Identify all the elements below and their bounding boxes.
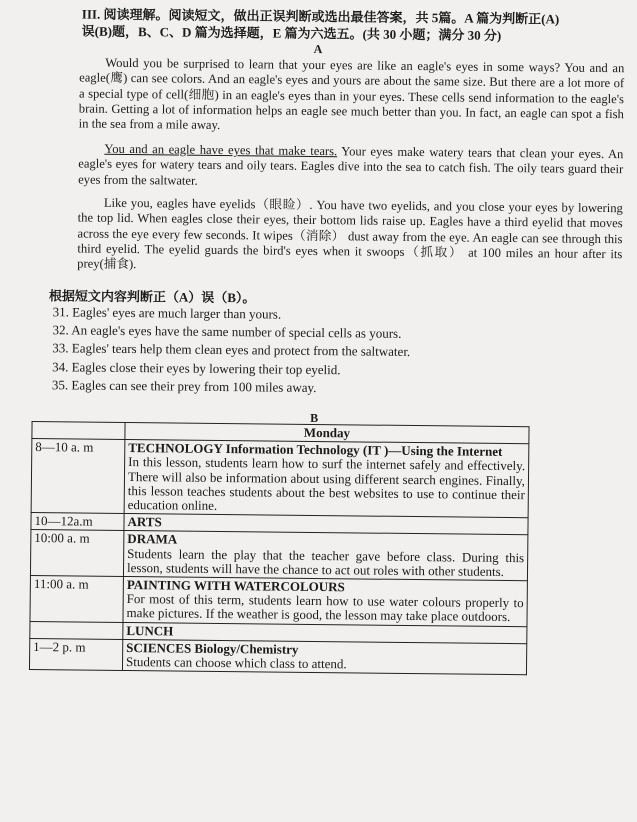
section-a-label: A — [313, 41, 323, 57]
question-35: 35. Eagles can see their prey from 100 miles away. — [51, 377, 317, 395]
lesson-cell — [123, 531, 527, 581]
section-b-label: B — [310, 410, 319, 426]
time-cell: 1—2 p. m — [29, 638, 122, 670]
question-32: 32. An eagle's eyes have the same number of special cells as yours. — [52, 322, 402, 342]
lesson-description: In this lesson, students learn how to surf the internet safely and effectively. There will also be information about using different search engines. Finally, this lesson teaches students about the best websites to use to continue their education online. — [127, 454, 526, 513]
lesson-title: PAINTING WITH WATERCOLOURS — [126, 577, 345, 595]
heading-line-1: III. 阅读理解。阅读短文，做出正误判断或选出最佳答案，共 5篇。A 篇为判断正(A) — [81, 6, 560, 27]
lesson-description: For most of this term, students learn how to use water colours properly to make pictures. If the weather is good, the lesson may take place outdoors. — [126, 591, 524, 625]
table-row — [31, 439, 529, 518]
time-cell: 10—12a.m — [31, 513, 124, 531]
time-cell: 8—10 a. m — [31, 439, 125, 514]
paragraph-2-rest: Your eyes make watery tears that clean your eyes. An eagle's eyes for watery tears and oily tears. Eagles dive into the sea to catch fish. The oily tears guard their eyes from the saltwater. — [78, 144, 624, 188]
lesson-cell — [124, 440, 529, 518]
question-34: 34. Eagles close their eyes by lowering their top eyelid. — [52, 358, 341, 377]
header-empty-cell — [32, 422, 125, 440]
heading-line-2: 误(B)题，B、C、D 篇为选择题，E 篇为六选五。(共 30 小题；满分 30 分) — [81, 23, 502, 43]
day-header: Monday — [125, 422, 529, 443]
lesson-description: Students learn the play that the teacher gave before class. During this lesson, students will have the chance to act out roles with other students. — [126, 545, 525, 579]
lesson-description: Students can choose which class to attend. — [125, 654, 347, 672]
table-row — [30, 576, 527, 627]
question-31: 31. Eagles' eyes are much larger than yours. — [52, 304, 282, 322]
lesson-cell — [122, 639, 526, 675]
passage-a-paragraph-2 — [78, 141, 623, 193]
lesson-title: TECHNOLOGY Information Technology (IT )—Using the Internet — [128, 440, 503, 460]
passage-a-paragraph-1: Would you be surprised to learn that your eyes are like an eagle's eyes in some ways? You and an eagle(鹰) can see colors. And an eagle's eyes and yours are about the same size. But there are a lot more of a special type of cell(细胞) in an eagle's eyes than in your eyes. These cells send information to the eagle's brain. Getting a lot of information helps an eagle see much better than you. In fact, an eagle can spot a fish in the sea from a mile away. — [78, 55, 625, 133]
time-cell: 11:00 a. m — [30, 576, 123, 623]
lesson-title: LUNCH — [126, 622, 174, 639]
time-cell: 10:00 a. m — [30, 530, 123, 577]
section-heading — [82, 6, 622, 46]
passage-a-paragraph-3: Like you, eagles have eyelids（眼睑）. You have two eyelids, and you close your eyes by lowering the top lid. When eagles close their eyes, their bottom lids raise up. Eagles have a third eyelid that moves across the eye every few seconds. It wipes（消除） dust away from the eye. An eagle can see through this third eyelid. The eyelid guards the bird's eyes when it swoops（抓取） at 100 miles an hour after its prey(捕食). — [77, 195, 623, 272]
lesson-title: DRAMA — [127, 531, 178, 547]
lesson-title: SCIENCES Biology/Chemistry — [126, 639, 299, 657]
timetable — [29, 421, 530, 675]
question-33: 33. Eagles' tears help them clean eyes and protect from the saltwater. — [52, 340, 411, 360]
question-list — [52, 303, 411, 398]
time-cell — [30, 621, 123, 639]
judgement-instruction: 根据短文内容判断正（A）误（B）。 — [48, 288, 256, 306]
underlined-sentence: You and an eagle have eyes that make tears. — [104, 141, 338, 159]
table-row — [30, 530, 527, 581]
lesson-cell — [123, 577, 527, 627]
lesson-title: ARTS — [127, 514, 162, 530]
table-row — [29, 638, 526, 675]
